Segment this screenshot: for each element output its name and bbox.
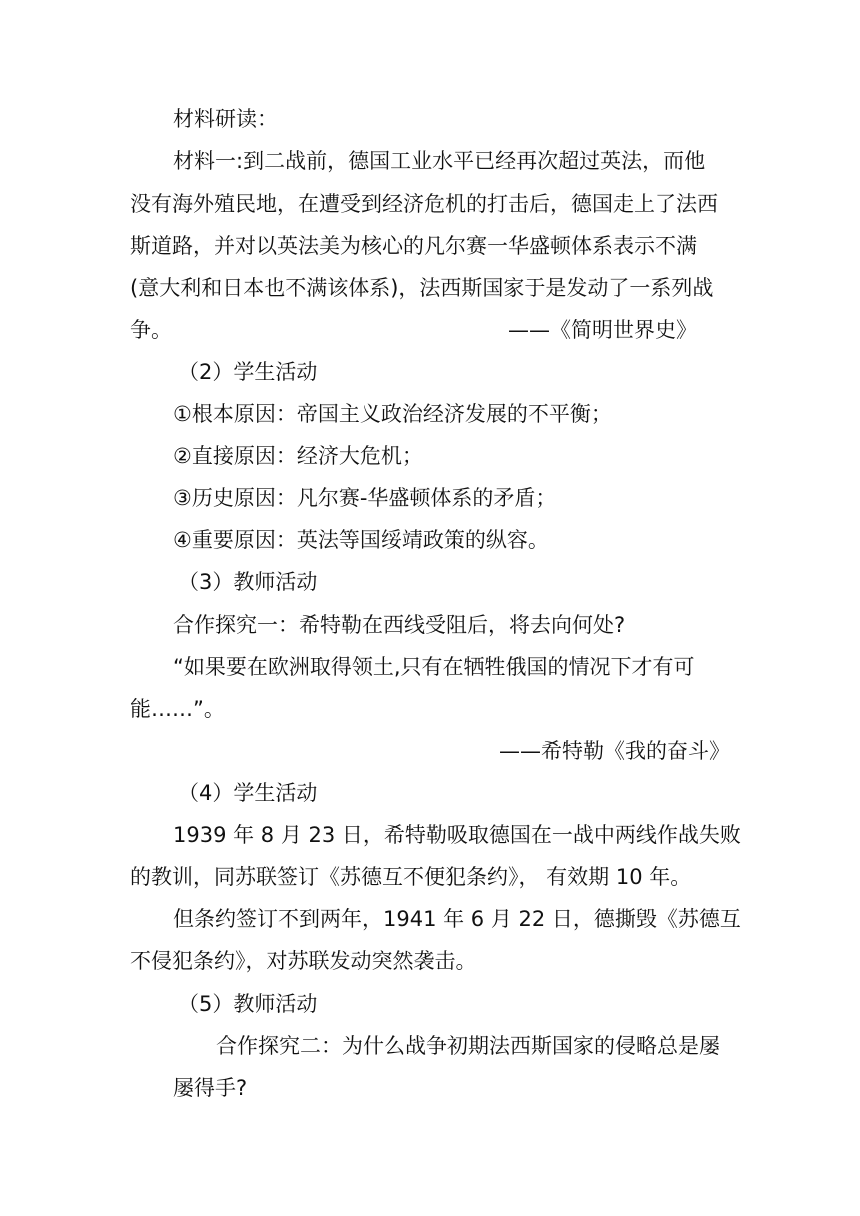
list-item: ②直接原因：经济大危机； [173, 444, 423, 468]
question-line: 屡得手? [173, 1076, 248, 1100]
section-heading: 材料研读： [173, 107, 278, 131]
list-item: ③历史原因：凡尔赛-华盛顿体系的矛盾； [173, 486, 557, 510]
material-paragraph-line: 斯道路，并对以英法美为核心的凡尔赛一华盛顿体系表示不满 [130, 234, 697, 258]
paragraph-line: 1939 年 8 月 23 日，希特勒吸取德国在一战中两线作战失败 [173, 823, 741, 847]
paragraph-line: 但条约签订不到两年，1941 年 6 月 22 日，德撕毁《苏德互 [173, 907, 741, 931]
citation-source: ——希特勒《我的奋斗》 [499, 739, 730, 763]
subsection-heading: （2）学生活动 [178, 360, 318, 384]
quote-line: 能……”。 [130, 697, 225, 721]
list-item: ④重要原因：英法等国绥靖政策的纵容。 [173, 528, 549, 552]
subsection-heading: （3）教师活动 [178, 570, 318, 594]
list-item: ①根本原因：帝国主义政治经济发展的不平衡； [173, 402, 612, 426]
citation-source: ——《简明世界史》 [508, 318, 697, 342]
question-line: 合作探究二：为什么战争初期法西斯国家的侵略总是屡 [216, 1034, 720, 1058]
question-line: 合作探究一：希特勒在西线受阻后，将去向何处? [173, 613, 626, 637]
material-paragraph-line: 没有海外殖民地，在遭受到经济危机的打击后，德国走上了法西 [130, 192, 718, 216]
material-paragraph-line: 材料一:到二战前，德国工业水平已经再次超过英法，而他 [173, 149, 706, 173]
subsection-heading: （5）教师活动 [178, 992, 318, 1016]
paragraph-line: 不侵犯条约》，对苏联发动突然袭击。 [130, 949, 477, 973]
subsection-heading: （4）学生活动 [178, 781, 318, 805]
material-paragraph-line: 争。 [130, 318, 172, 342]
material-paragraph-line: (意大利和日本也不满该体系)，法西斯国家于是发动了一系列战 [130, 276, 714, 300]
quote-line: “如果要在欧洲取得领土,只有在牺牲俄国的情况下才有可 [173, 655, 695, 679]
paragraph-line: 的教训，同苏联签订《苏德互不便犯条约》， 有效期 10 年。 [130, 865, 692, 889]
